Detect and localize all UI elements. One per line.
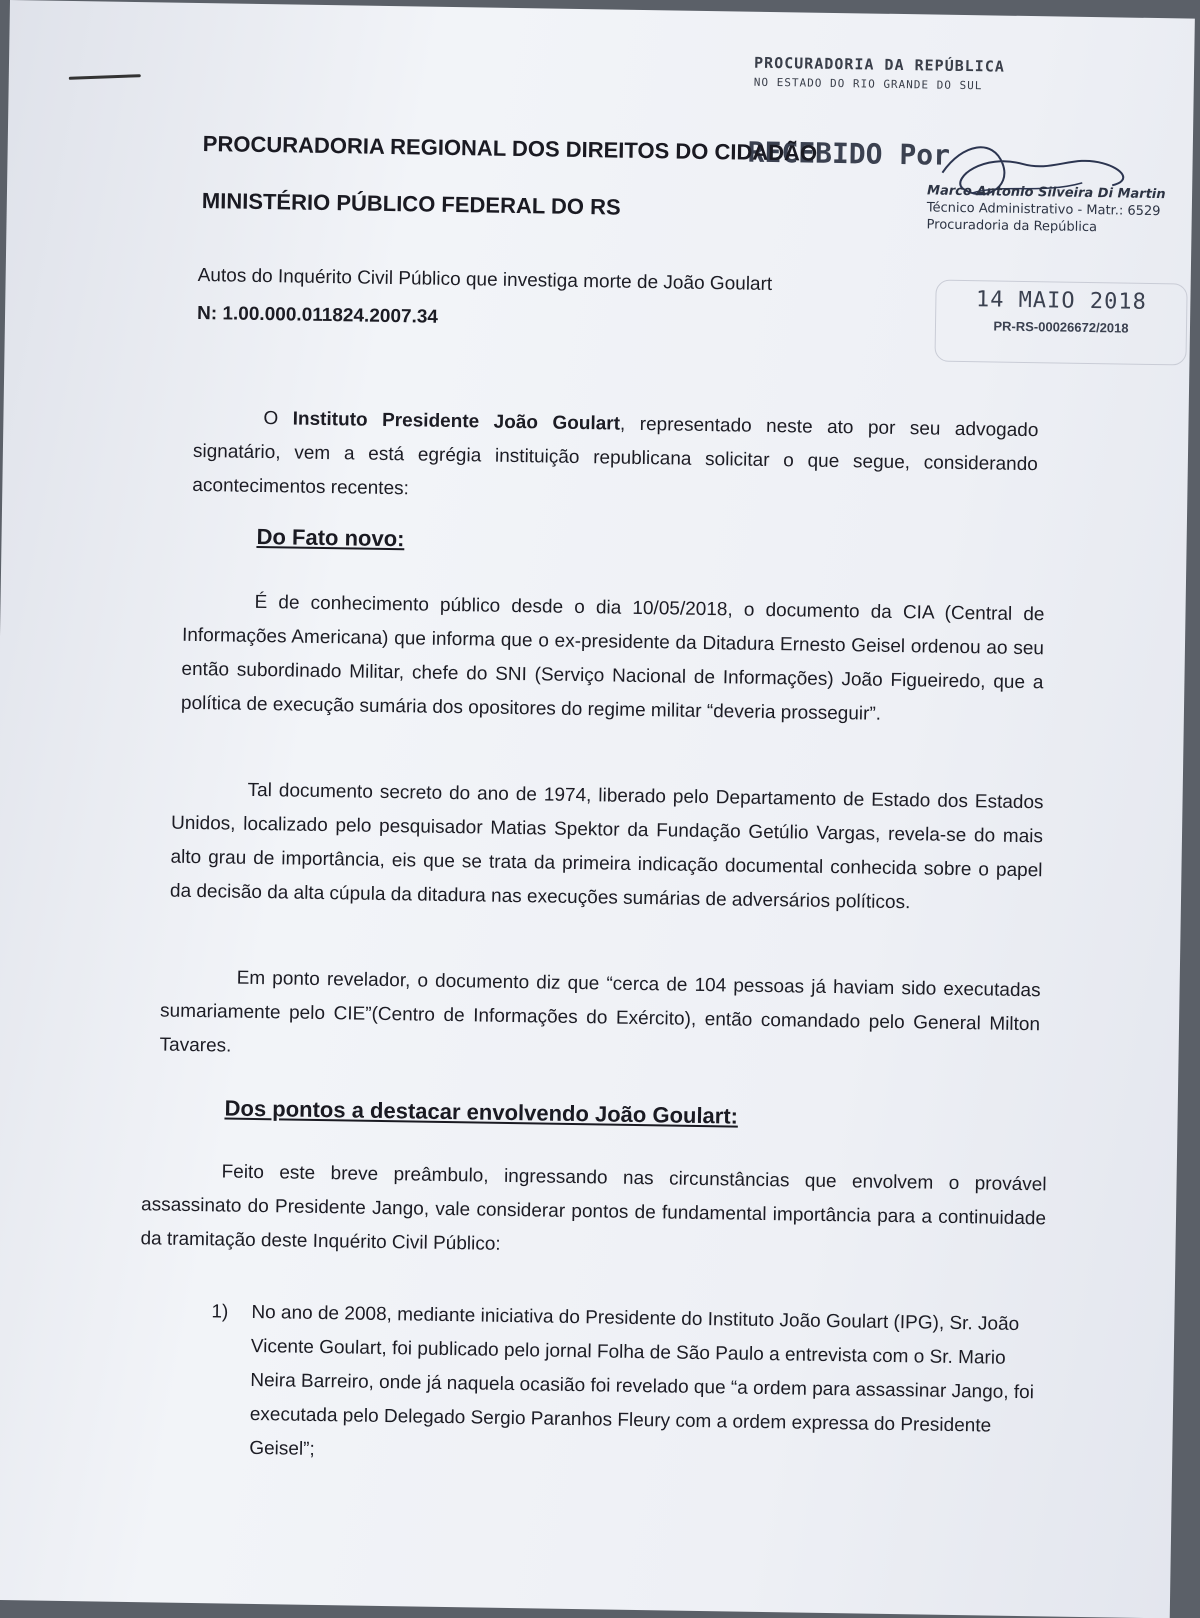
pen-mark xyxy=(69,74,141,80)
list-item-text: No ano de 2008, mediante iniciativa do Presidente do Instituto João Goulart (IPG), Sr. João Vicente Goulart, foi publicado pelo jornal Folha de São Paulo a entrevista com o Sr. Mario Neira Barreiro, onde já naquela ocasião foi revelado que “a ordem para assassinar Jango, foi executada pelo Delegado Sergio Paranhos Fleury com a ordem expressa do Presidente Geisel”; xyxy=(249,1301,1035,1460)
signer-office: Procuradoria da República xyxy=(926,217,1098,236)
paragraph-cie-executions: Em ponto revelador, o documento diz que “cerca de 104 pessoas já haviam sido executadas sumariamente pelo CIE”(Centro de Informações do Exército), então comandado pelo General Milton Tavares. xyxy=(159,967,1041,1057)
institute-name: Instituto Presidente João Goulart xyxy=(292,408,621,435)
intro-paragraph xyxy=(192,401,1038,516)
section-heading-pontos: Dos pontos a destacar envolvendo João Goulart: xyxy=(224,1095,739,1129)
received-stamp: RECEBIDO Por xyxy=(747,135,951,172)
case-number: N: 1.00.000.011824.2007.34 xyxy=(196,302,439,328)
section-heading-fato-novo: Do Fato novo: xyxy=(256,523,405,552)
stamp-date: 14 MAIO 2018 xyxy=(975,287,1148,315)
paragraph-cia-document: É de conhecimento público desde o dia 10/05/2018, o documento da CIA (Central de Informações Americana) que informa que o ex-presidente da Ditadura Ernesto Geisel ordenou ao seu então subordinado Militar, chefe do SNI (Serviço Nacional de Informações) João Figueiredo, que a política de execução sumária dos opositores do regime militar “deveria prosseguir”. xyxy=(180,591,1045,725)
header-line2: MINISTÉRIO PÚBLICO FEDERAL DO RS xyxy=(201,188,621,220)
intro-rest: , representado neste ato por seu advogado signatário, vem a está egrégia instituição republicana solicitar o que segue, considerando acontecimentos recentes: xyxy=(192,413,1039,500)
paragraph-secret-document: Tal documento secreto do ano de 1974, liberado pelo Departamento de Estado dos Estados Unidos, localizado pelo pesquisador Matias Spektor da Fundação Getúlio Vargas, revela-se do mais alto grau de importância, eis que se trata da primeira indicação documental conhecida sobre o papel da decisão da alta cúpula da ditadura nas execuções sumárias de adversários políticos. xyxy=(169,779,1044,914)
signer-block xyxy=(926,182,1165,237)
signer-name: Marco Antonio Silveira Di Martin xyxy=(926,183,1166,203)
date-stamp xyxy=(934,280,1187,366)
header-line1: PROCURADORIA REGIONAL DOS DIREITOS DO CIDADÃO xyxy=(202,131,818,166)
intro-prefix: O xyxy=(263,408,293,430)
list-item xyxy=(209,1295,1042,1478)
protocol-number: PR-RS-00026672/2018 xyxy=(993,318,1129,336)
paragraph-preamble: Feito este breve preâmbulo, ingressando nas circunstâncias que envolvem o provável assassinato do Presidente Jango, vale considerar pontos de fundamental importância para a continuidade da tramitação deste Inquérito Civil Público: xyxy=(140,1161,1047,1255)
office-stamp-line1: PROCURADORIA DA REPÚBLICA xyxy=(753,53,1005,76)
signer-role: Técnico Administrativo - Matr.: 6529 xyxy=(926,200,1161,220)
case-subject: Autos do Inquérito Civil Público que investiga morte de João Goulart xyxy=(197,264,773,296)
office-stamp xyxy=(754,54,1005,93)
list-item-number: 1) xyxy=(211,1301,229,1323)
office-stamp-line2: NO ESTADO DO RIO GRANDE DO SUL xyxy=(753,75,983,93)
